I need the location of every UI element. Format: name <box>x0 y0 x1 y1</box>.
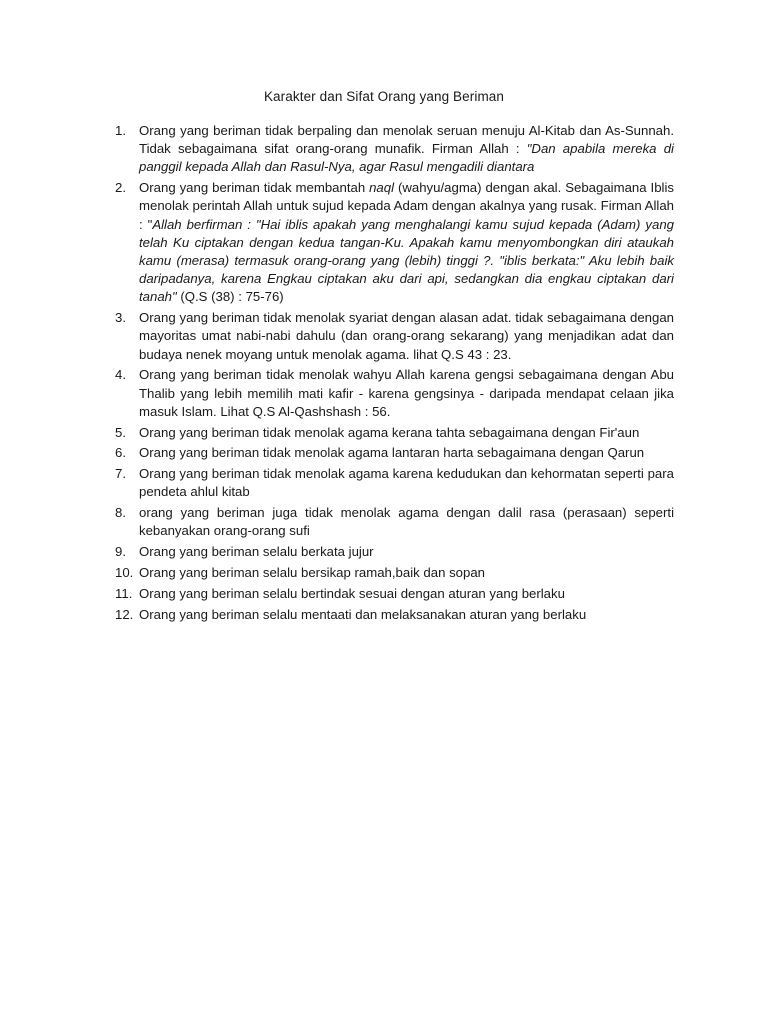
list-item-text: Orang yang beriman tidak menolak agama kerana tahta sebagaimana dengan Fir'aun <box>139 424 640 440</box>
list-item <box>108 366 674 421</box>
term-naql: naql <box>369 180 395 196</box>
list-item-text: Orang yang beriman tidak berpaling dan menolak seruan menuju Al-Kitab dan As-Sunnah. Tidak sebagaimana sifat orang-orang munafik. Firman Allah : "Dan apabila mereka di panggil kepada Allah dan Rasul-Nya, agar Rasul mengadili diantara <box>139 123 674 175</box>
list-item <box>108 424 674 442</box>
list-item <box>108 585 674 603</box>
list-item-text: Orang yang beriman tidak menolak agama karena kedudukan dan kehormatan seperti para pendeta ahlul kitab <box>139 466 674 500</box>
list-item-number: 6. <box>115 445 126 461</box>
list-item <box>108 504 674 540</box>
list-item-number: 3. <box>115 310 126 326</box>
list-item-number: 12. <box>115 606 134 622</box>
list-item <box>108 543 674 561</box>
list-item-number: 5. <box>115 424 126 440</box>
list-item-number: 10. <box>115 565 134 581</box>
list-item-number: 11. <box>115 585 133 601</box>
list-item-number: 2. <box>115 180 126 196</box>
list-item-number: 8. <box>115 505 126 521</box>
list-item <box>108 564 674 582</box>
list-item <box>108 179 674 306</box>
list-item <box>108 606 674 624</box>
quran-quote: "Dan apabila mereka di panggil kepada Allah dan Rasul-Nya, agar Rasul mengadili diantara <box>139 141 674 175</box>
list-item-number: 1. <box>115 123 126 138</box>
list-item-text: Orang yang beriman selalu mentaati dan melaksanakan aturan yang berlaku <box>139 606 587 622</box>
list-item-number: 9. <box>115 544 126 560</box>
list-item-number: 7. <box>115 466 126 482</box>
list-item-text: Orang yang beriman tidak menolak wahyu Allah karena gengsi sebagaimana dengan Abu Thalib yang lebih memilih mati kafir - karena gengsinya - daripada mendapat celaan jika masuk Islam. Lihat Q.S Al-Qashshash : 56. <box>139 367 674 419</box>
list-item-text: Orang yang beriman selalu berkata jujur <box>139 544 374 560</box>
list-item-text: Orang yang beriman tidak membantah naql (wahyu/agma) dengan akal. Sebagaimana Iblis menolak perintah Allah untuk sujud kepada Adam dengan akalnya yang rusak. Firman Allah : "Allah berfirman : "Hai iblis apakah yang menghalangi kamu sujud kepada (Adam) yang telah Ku ciptakan dengan kedua tangan-Ku. Apakah kamu menyombongkan diri ataukah kamu (merasa) termasuk orang-orang yang (lebih) tinggi ?. "iblis berkata:" Aku lebih baik daripadanya, karena Engkau ciptakan aku dari api, sedangkan dia engkau ciptakan dari tanah" (Q.S (38) : 75-76) <box>139 180 674 305</box>
list-item <box>108 309 674 364</box>
list-item-text: Orang yang beriman tidak menolak syariat dengan alasan adat. tidak sebagaimana dengan mayoritas umat nabi-nabi dahulu (dan orang-orang sekarang) yang menjadikan adat dan budaya nenek moyang untuk menolak agama. lihat Q.S 43 : 23. <box>139 310 674 362</box>
numbered-list <box>108 122 674 626</box>
list-item <box>108 444 674 462</box>
quran-quote: Allah berfirman : "Hai iblis apakah yang menghalangi kamu sujud kepada (Adam) yang telah Ku ciptakan dengan kedua tangan-Ku. Apakah kamu menyombongkan diri ataukah kamu (merasa) termasuk orang-orang yang (lebih) tinggi ?. "iblis berkata:" Aku lebih baik daripadanya, karena Engkau ciptakan aku dari api, sedangkan dia engkau ciptakan dari tanah" <box>139 216 674 305</box>
document-title: Karakter dan Sifat Orang yang Beriman <box>263 89 505 104</box>
list-item-number: 4. <box>115 367 126 383</box>
list-item-text: orang yang beriman juga tidak menolak agama dengan dalil rasa (perasaan) seperti kebanyakan orang-orang sufi <box>139 505 674 539</box>
list-item <box>108 122 674 177</box>
list-item-text: Orang yang beriman tidak menolak agama lantaran harta sebagaimana dengan Qarun <box>139 445 645 461</box>
list-item-text: Orang yang beriman selalu bertindak sesuai dengan aturan yang berlaku <box>139 585 565 601</box>
list-item <box>108 465 674 501</box>
list-item-text: Orang yang beriman selalu bersikap ramah,baik dan sopan <box>139 565 486 581</box>
